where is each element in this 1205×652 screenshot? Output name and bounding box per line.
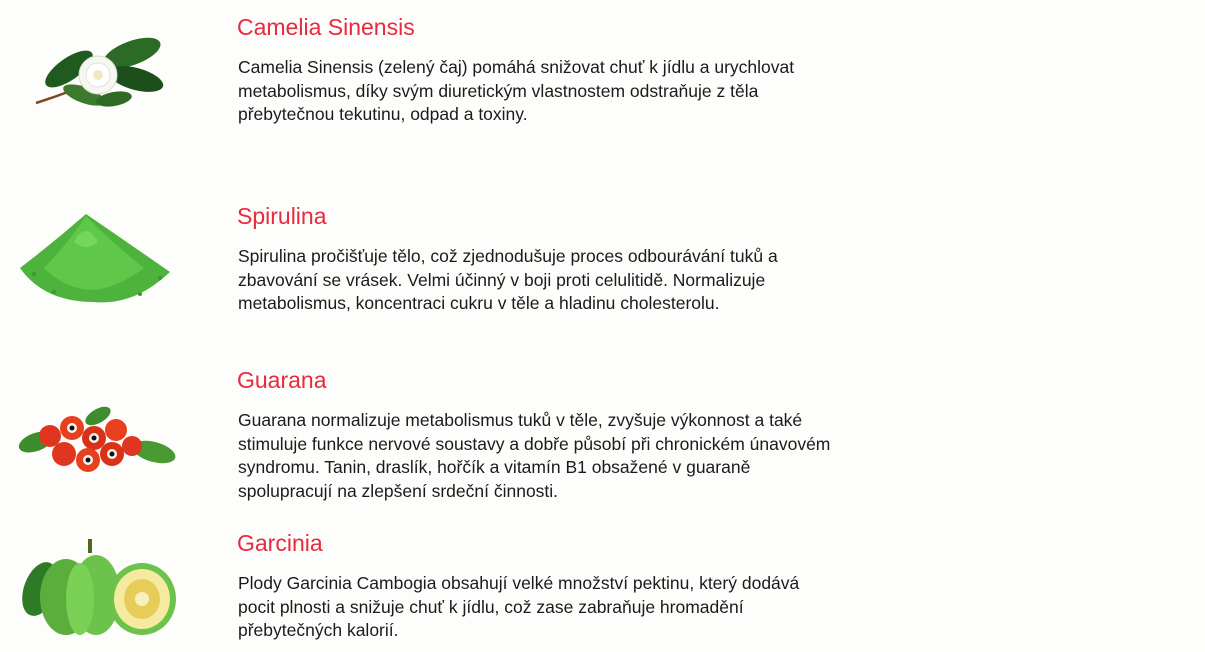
ingredient-description: Guarana normalizuje metabolismus tuků v těle, zvyšuje výkonnost a také stimuluje funkce nervové soustavy a dobře působí při chronickém únavovém syndromu. Tanin, draslík, hořčík a vitamín B1 obsažené v guaraně spolupracují na zlepšení srdeční činnosti. — [238, 410, 831, 501]
garcinia-fruit-icon — [14, 533, 178, 643]
ingredient-description: Camelia Sinensis (zelený čaj) pomáhá snižovat chuť k jídlu a urychlovat metabolismus, díky svým diuretickým vlastnostem odstraňuje z těla přebytečnou tekutinu, odpad a toxiny. — [238, 57, 795, 124]
ingredient-title: Garcinia — [237, 530, 323, 556]
spirulina-powder-icon — [14, 202, 178, 312]
ingredient-title: Guarana — [237, 367, 327, 393]
ingredient-title: Spirulina — [237, 203, 327, 229]
ingredient-description: Spirulina pročišťuje tělo, což zjednodušuje proces odbourávání tuků a zbavování se vrásek. Velmi účinný v boji proti celulitidě. Normalizuje metabolismus, koncentraci cukru v těle a hladinu cholesterolu. — [238, 246, 778, 313]
guarana-berries-icon — [14, 402, 178, 482]
camellia-flower-icon — [14, 23, 178, 123]
ingredient-description: Plody Garcinia Cambogia obsahují velké množství pektinu, který dodává pocit plnosti a snižuje chuť k jídlu, což zase zabraňuje hromadění přebytečných kalorií. — [238, 573, 800, 640]
ingredient-title: Camelia Sinensis — [237, 14, 415, 40]
